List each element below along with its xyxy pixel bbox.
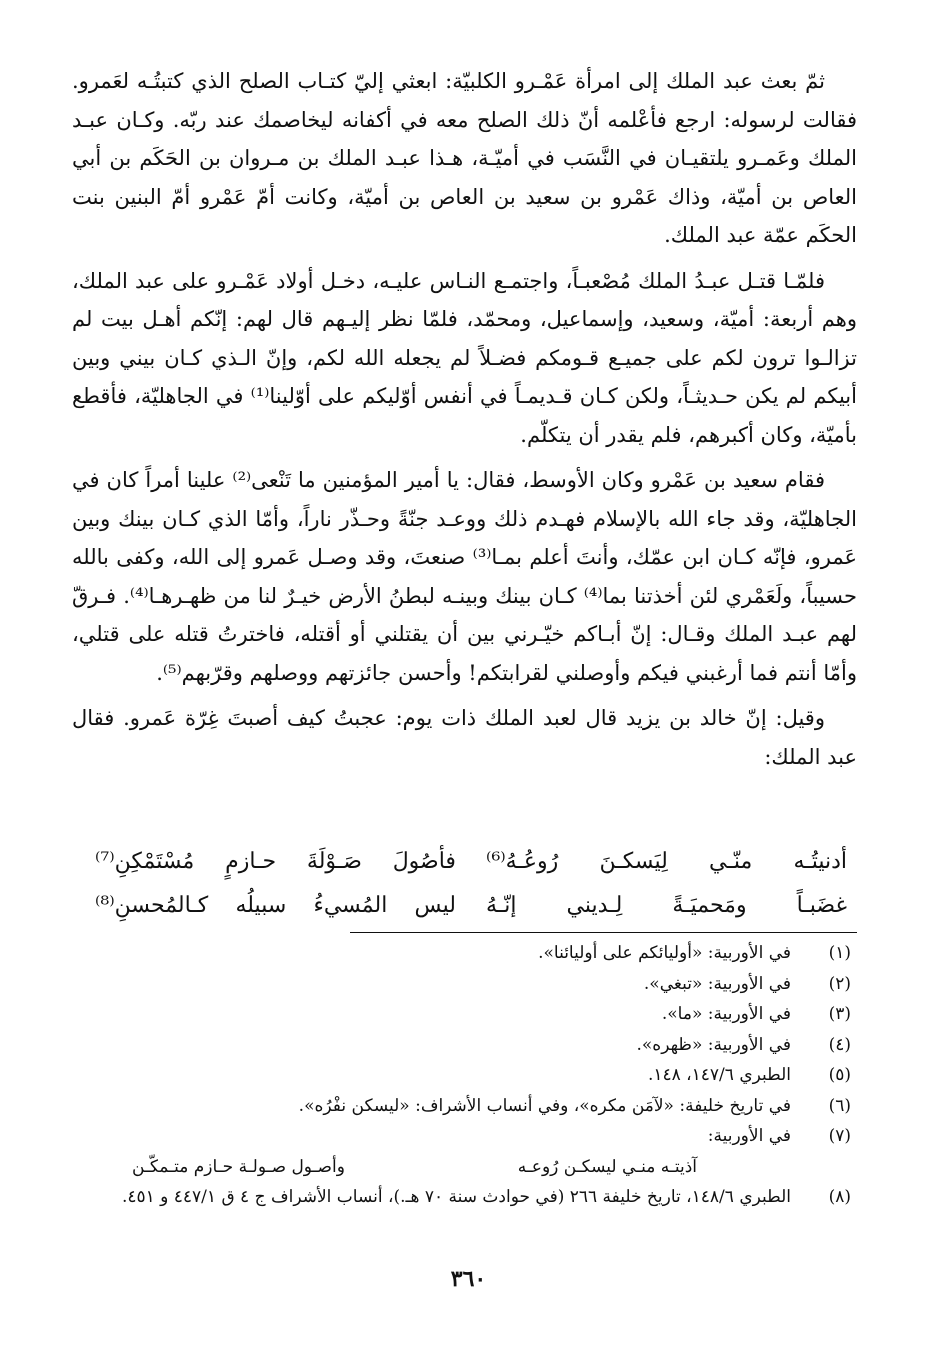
footnote bbox=[72, 999, 857, 1030]
footnotes bbox=[72, 938, 857, 1212]
footnote bbox=[72, 1091, 857, 1122]
footnote-text: الطبري ١٤٧/٦، ١٤٨. bbox=[647, 1065, 791, 1085]
footnote bbox=[72, 1121, 857, 1152]
footnote-number: (٣) bbox=[828, 1004, 851, 1024]
footnote-number: (٧) bbox=[828, 1126, 851, 1146]
footnote-verse bbox=[72, 1152, 857, 1182]
poem-intro: وقيل: إنّ خالد بن يزيد قال لعبد الملك ذات يوم: عجبتُ كيف أصبتَ غِرّة عَمرو. فقال عبد الملك: bbox=[72, 706, 857, 769]
footnote-verse-first-hemistich: آذيتـه منـي ليسكـن رُوعـه bbox=[517, 1156, 697, 1177]
footnote-text: الطبري ١٤٨/٦، تاريخ خليفة ٢٦٦ (في حوادث سنة ٧٠ هـ.)، أنساب الأشراف ج ٤ ق ٤٤٧/١ و ٤٥١. bbox=[121, 1186, 791, 1207]
footnote-number: (٦) bbox=[828, 1095, 851, 1116]
poem-verses bbox=[95, 840, 847, 928]
footnote-number: (٢) bbox=[828, 973, 851, 994]
footnote bbox=[72, 1060, 857, 1091]
footnote bbox=[72, 1182, 857, 1213]
footnote-text: في تاريخ خليفة: «لآمَن مكره»، وفي أنساب الأشراف: «ليسكن نفْرُه». bbox=[298, 1095, 791, 1116]
footnote-text: في الأوربية: «ظهره». bbox=[636, 1034, 791, 1055]
page-number: ٣٦٠ bbox=[450, 1266, 487, 1292]
footnote-number: (٤) bbox=[828, 1034, 851, 1055]
paragraph-3: فقام سعيد بن عَمْرو وكان الأوسط، فقال: يا أمير المؤمنين ما تَنْعى⁽²⁾ علينا أمراً كان في الجاهليّة، وقد جاء الله بالإسلام فهـدم ذلك ووعـد جنّةً وحـذّر ناراً، وأمّا الذي كـان بينك وبين عَمرو، فإنّه كـان ابن عمّك، وأنتَ أعلم بمـا⁽³⁾ صنعتَ، وقد وصـل عَمرو إلى الله، وكفى بالله حسيباً، ولَعَمْري لئن أخذتنا بما⁽⁴⁾ كـان بينك وبينـه لبطنُ الأرض خيـرٌ لنا من ظهـرهـا⁽⁴⁾. فـرقّ لهم عبـد الملك وقـال: إنّ أبـاكم خيّـرني بين أن يقتلني أو أقتله، فاخترتُ قتله على قتلي، وأمّا أنتم فما أرغبني فيكم وأوصلني لقرابتكم! وأحسن جائزتهم ووصلهم وقرّبهم⁽⁵⁾. bbox=[72, 468, 858, 685]
verse-second-hemistich: فأصُولَ صَـوْلَةَ حـازمٍ مُسْتَمْكِنِ⁽⁷⁾ bbox=[95, 849, 456, 874]
verse-line bbox=[95, 840, 847, 884]
footnote-divider bbox=[350, 932, 857, 933]
footnote-verse-second-hemistich: وأصـول صـولـة حـازم متـمكّـن bbox=[132, 1156, 345, 1177]
footnote bbox=[72, 1030, 857, 1061]
footnote-number: (٨) bbox=[828, 1186, 851, 1207]
main-text bbox=[72, 62, 857, 776]
verse-first-hemistich: غضَبـاً ومَحميَـةً لِـديني إنّـهُ bbox=[486, 893, 847, 918]
footnote-number: (١) bbox=[828, 943, 851, 963]
verse-first-hemistich: أدنيتُـه منّـي لِيَسكـنَ رُوعُـهُ⁽⁶⁾ bbox=[486, 849, 847, 874]
paragraph-2: فلمّـا قتـل عبـدُ الملك مُصْعبـاً، واجتمـع النـاس عليـه، دخـل أولاد عَمْـرو على عبد الملك، وهم أربعة: أميّة، وسعيد، وإسماعيل، ومحمّد، فلمّا نظر إليـهم قال لهم: إنّكم أهـل بيت لم تزالـوا ترون لكم على جميـع قـومكم فضـلاً لم يجعله الله لكم، وإنّ الـذي كـان بيني وبين أبيكم لم يكن حـديثـاً، ولكن كـان قـديمـاً في أنفس أوّليكم على أوّلينا⁽¹⁾ في الجاهليّة، فأقطع بأميّة، وكان أكبرهم، فلم يقدر أن يتكلّم. bbox=[72, 268, 857, 447]
paragraph-1: ثمّ بعث عبد الملك إلى امرأة عَمْـرو الكلبيّة: ابعثي إليّ كتـاب الصلح الذي كتبتُـه لعَمرو. فقالت لرسوله: ارجع فأعْلمه أنّ ذلك الصلح معه في أكفانه ليخاصمك عند ربّه. وكـان عبـد الملك وعَمـرو يلتقيـان في النَّسَب في أميّـة، هـذا عبـد الملك بن مـروان بن الحَكَم بن أبي العاص بن أميّة، وذاك عَمْرو بن سعيد بن العاص بن أميّة، وكانت أمّ عَمْرو أمّ البنين بنت الحكَم عمّة عبد الملك. bbox=[72, 69, 857, 247]
footnote-text: في الأوربية: «ما». bbox=[661, 1004, 791, 1024]
footnote-text: في الأوربية: «تبغي». bbox=[643, 973, 791, 994]
verse-line bbox=[95, 884, 847, 928]
footnote bbox=[72, 969, 857, 1000]
verse-second-hemistich: ليس المُسيءُ سبيلُه كـالمُحسنِ⁽⁸⁾ bbox=[95, 893, 456, 918]
footnote-number: (٥) bbox=[828, 1065, 851, 1085]
footnote bbox=[72, 938, 857, 969]
footnote-text: في الأوربية: «أوليائكم على أوليائنا». bbox=[538, 943, 791, 963]
footnote-text: في الأوربية: bbox=[707, 1126, 791, 1146]
